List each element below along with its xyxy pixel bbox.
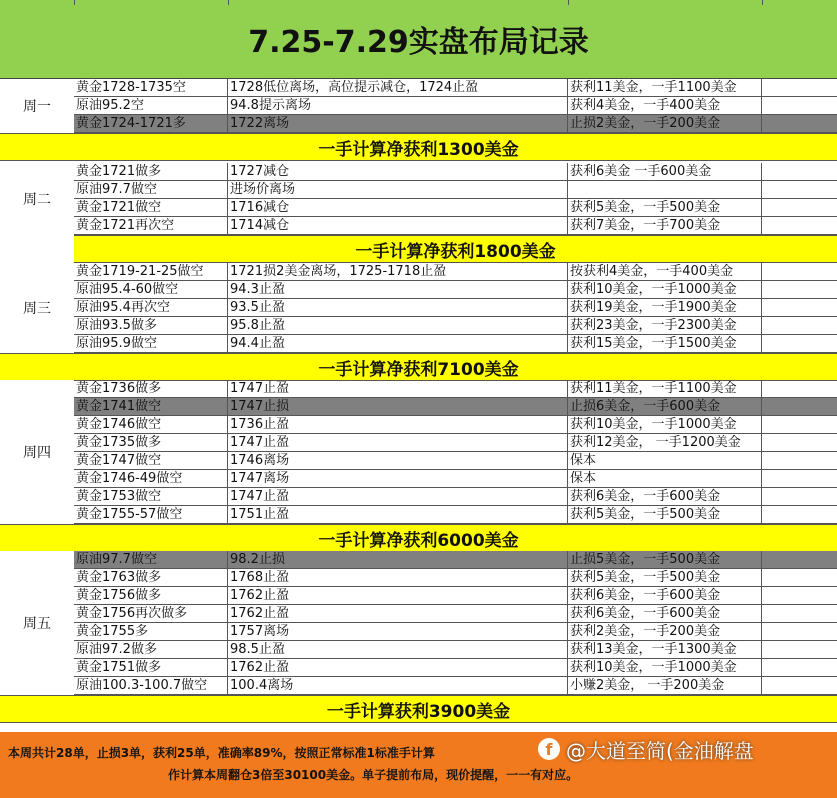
result-cell: 获利15美金，一手1500美金 [568, 335, 762, 353]
action-cell: 1747止盈 [228, 488, 568, 506]
trade-cell: 原油97.7做空 [74, 181, 228, 199]
result-cell [568, 181, 762, 199]
action-cell: 1762止盈 [228, 659, 568, 677]
trade-row [74, 181, 837, 199]
action-cell: 1762止盈 [228, 587, 568, 605]
result-cell: 获利4美金，一手400美金 [568, 97, 762, 115]
action-cell: 1768止盈 [228, 569, 568, 587]
action-cell: 1747止盈 [228, 380, 568, 398]
result-cell: 获利6美金，一手600美金 [568, 605, 762, 623]
result-cell: 保本 [568, 470, 762, 488]
action-cell: 1736止盈 [228, 416, 568, 434]
trade-cell: 原油97.2做多 [74, 641, 228, 659]
action-cell: 1747止盈 [228, 434, 568, 452]
trade-row [74, 199, 837, 217]
empty-cell [762, 79, 837, 97]
trade-row [74, 470, 837, 488]
empty-cell [762, 335, 837, 353]
action-cell: 1721损2美金离场，1725-1718止盈 [228, 263, 568, 281]
action-cell: 1747止损 [228, 398, 568, 416]
trade-row [74, 506, 837, 524]
trade-cell: 原油95.2空 [74, 97, 228, 115]
trade-cell: 黄金1756做多 [74, 587, 228, 605]
action-cell: 1757离场 [228, 623, 568, 641]
result-cell: 保本 [568, 452, 762, 470]
trade-row [74, 416, 837, 434]
daily-net-profit-summary: 一手计算净获利7100美金 [0, 353, 837, 381]
result-cell: 获利10美金，一手1000美金 [568, 416, 762, 434]
empty-cell [762, 115, 837, 133]
trade-row [74, 217, 837, 235]
trade-row [74, 434, 837, 452]
result-cell: 止损5美金，一手500美金 [568, 551, 762, 569]
trade-cell: 黄金1721做空 [74, 199, 228, 217]
empty-cell [762, 281, 837, 299]
trade-row [74, 587, 837, 605]
result-cell: 获利5美金，一手500美金 [568, 506, 762, 524]
trade-cell: 黄金1763做多 [74, 569, 228, 587]
result-cell: 获利7美金，一手700美金 [568, 217, 762, 235]
trade-cell: 黄金1755-57做空 [74, 506, 228, 524]
watermark-text: @大道至简(金油解盘 [566, 738, 754, 763]
weibo-watermark [538, 733, 754, 765]
weibo-logo-icon: f [538, 738, 560, 760]
result-cell: 获利10美金，一手1000美金 [568, 659, 762, 677]
trade-row [74, 623, 837, 641]
action-cell: 1716减仓 [228, 199, 568, 217]
day-label: 周四 [0, 380, 74, 524]
trade-row [74, 380, 837, 398]
empty-cell [762, 605, 837, 623]
daily-net-profit-summary: 一手计算净获利6000美金 [0, 524, 837, 552]
empty-cell [762, 263, 837, 281]
action-cell: 1728低位离场，高位提示减仓，1724止盈 [228, 79, 568, 97]
action-cell: 94.4止盈 [228, 335, 568, 353]
trade-cell: 黄金1755多 [74, 623, 228, 641]
day-label: 周五 [0, 551, 74, 695]
action-cell: 1722离场 [228, 115, 568, 133]
action-cell: 93.5止盈 [228, 299, 568, 317]
day-label: 周三 [0, 263, 74, 353]
action-cell: 1751止盈 [228, 506, 568, 524]
result-cell: 获利5美金，一手500美金 [568, 569, 762, 587]
trade-cell: 黄金1747做空 [74, 452, 228, 470]
result-cell: 获利19美金，一手1900美金 [568, 299, 762, 317]
footer-line-1: 本周共计28单，止损3单，获利25单，准确率89%，按照正常标准1标准手计算 [8, 746, 435, 760]
action-cell: 98.2止损 [228, 551, 568, 569]
result-cell: 按获利4美金，一手400美金 [568, 263, 762, 281]
result-cell: 获利10美金，一手1000美金 [568, 281, 762, 299]
empty-cell [762, 587, 837, 605]
action-cell: 94.8提示离场 [228, 97, 568, 115]
trade-row [74, 569, 837, 587]
action-cell: 1727减仓 [228, 163, 568, 181]
trade-row [74, 263, 837, 281]
result-cell: 止损6美金，一手600美金 [568, 398, 762, 416]
trade-cell: 原油100.3-100.7做空 [74, 677, 228, 695]
empty-cell [762, 299, 837, 317]
empty-cell [762, 623, 837, 641]
empty-cell [762, 97, 837, 115]
empty-cell [762, 659, 837, 677]
trade-cell: 原油95.4-60做空 [74, 281, 228, 299]
empty-cell [762, 506, 837, 524]
trade-row [74, 659, 837, 677]
trade-row [74, 115, 837, 133]
empty-cell [762, 163, 837, 181]
trade-row [74, 335, 837, 353]
trade-cell: 黄金1751做多 [74, 659, 228, 677]
trade-row [74, 677, 837, 695]
trade-row [74, 163, 837, 181]
trade-row [74, 641, 837, 659]
result-cell: 获利11美金，一手1100美金 [568, 79, 762, 97]
empty-cell [762, 677, 837, 695]
action-cell: 1762止盈 [228, 605, 568, 623]
action-cell: 1714减仓 [228, 217, 568, 235]
empty-cell [762, 380, 837, 398]
action-cell: 98.5止盈 [228, 641, 568, 659]
trade-cell: 黄金1724-1721多 [74, 115, 228, 133]
empty-cell [762, 452, 837, 470]
empty-cell [762, 641, 837, 659]
action-cell: 95.8止盈 [228, 317, 568, 335]
trade-row [74, 299, 837, 317]
action-cell: 100.4离场 [228, 677, 568, 695]
trade-row [74, 605, 837, 623]
trade-cell: 原油93.5做多 [74, 317, 228, 335]
result-cell: 获利6美金 一手600美金 [568, 163, 762, 181]
trade-row [74, 452, 837, 470]
empty-cell [762, 488, 837, 506]
trade-row [74, 488, 837, 506]
result-cell: 获利11美金，一手1100美金 [568, 380, 762, 398]
result-cell: 止损2美金，一手200美金 [568, 115, 762, 133]
trade-cell: 原油97.7做空 [74, 551, 228, 569]
trade-cell: 黄金1721再次空 [74, 217, 228, 235]
footer-line-2: 作计算本周翻仓3倍至30100美金。单子提前布局，现价提醒，一一有对应。 [168, 768, 579, 782]
empty-cell [762, 416, 837, 434]
trade-cell: 黄金1756再次做多 [74, 605, 228, 623]
empty-cell [762, 434, 837, 452]
trade-cell: 黄金1721做多 [74, 163, 228, 181]
trade-cell: 黄金1736做多 [74, 380, 228, 398]
trade-row [74, 317, 837, 335]
trade-cell: 黄金1728-1735空 [74, 79, 228, 97]
result-cell: 获利6美金，一手600美金 [568, 488, 762, 506]
result-cell: 获利23美金，一手2300美金 [568, 317, 762, 335]
action-cell: 94.3止盈 [228, 281, 568, 299]
trade-cell: 黄金1746做空 [74, 416, 228, 434]
action-cell: 进场价离场 [228, 181, 568, 199]
result-cell: 获利2美金，一手200美金 [568, 623, 762, 641]
result-cell: 获利5美金，一手500美金 [568, 199, 762, 217]
empty-cell [762, 398, 837, 416]
daily-net-profit-summary: 一手计算净获利1300美金 [0, 133, 837, 161]
empty-cell [762, 317, 837, 335]
empty-cell [762, 569, 837, 587]
trade-cell: 原油95.9做空 [74, 335, 228, 353]
trade-row [74, 281, 837, 299]
empty-cell [762, 470, 837, 488]
empty-cell [762, 181, 837, 199]
result-cell: 获利6美金，一手600美金 [568, 587, 762, 605]
trade-row [74, 551, 837, 569]
trade-cell: 黄金1746-49做空 [74, 470, 228, 488]
action-cell: 1746离场 [228, 452, 568, 470]
trade-cell: 原油95.4再次空 [74, 299, 228, 317]
sheet-title-text: 7.25-7.29实盘布局记录 [248, 25, 589, 60]
sheet-title [0, 0, 837, 79]
action-cell: 1747离场 [228, 470, 568, 488]
trade-cell: 黄金1719-21-25做空 [74, 263, 228, 281]
trade-cell: 黄金1735做多 [74, 434, 228, 452]
empty-cell [762, 551, 837, 569]
trade-row [74, 398, 837, 416]
trade-cell: 黄金1753做空 [74, 488, 228, 506]
daily-net-profit-summary: 一手计算获利3900美金 [0, 695, 837, 723]
result-cell: 获利13美金，一手1300美金 [568, 641, 762, 659]
empty-cell [762, 217, 837, 235]
daily-net-profit-summary: 一手计算净获利1800美金 [74, 235, 837, 263]
empty-cell [762, 199, 837, 217]
trade-row [74, 97, 837, 115]
day-label: 周二 [0, 163, 74, 235]
result-cell: 获利12美金， 一手1200美金 [568, 434, 762, 452]
trade-cell: 黄金1741做空 [74, 398, 228, 416]
day-label: 周一 [0, 79, 74, 133]
trade-row [74, 79, 837, 97]
result-cell: 小赚2美金， 一手200美金 [568, 677, 762, 695]
